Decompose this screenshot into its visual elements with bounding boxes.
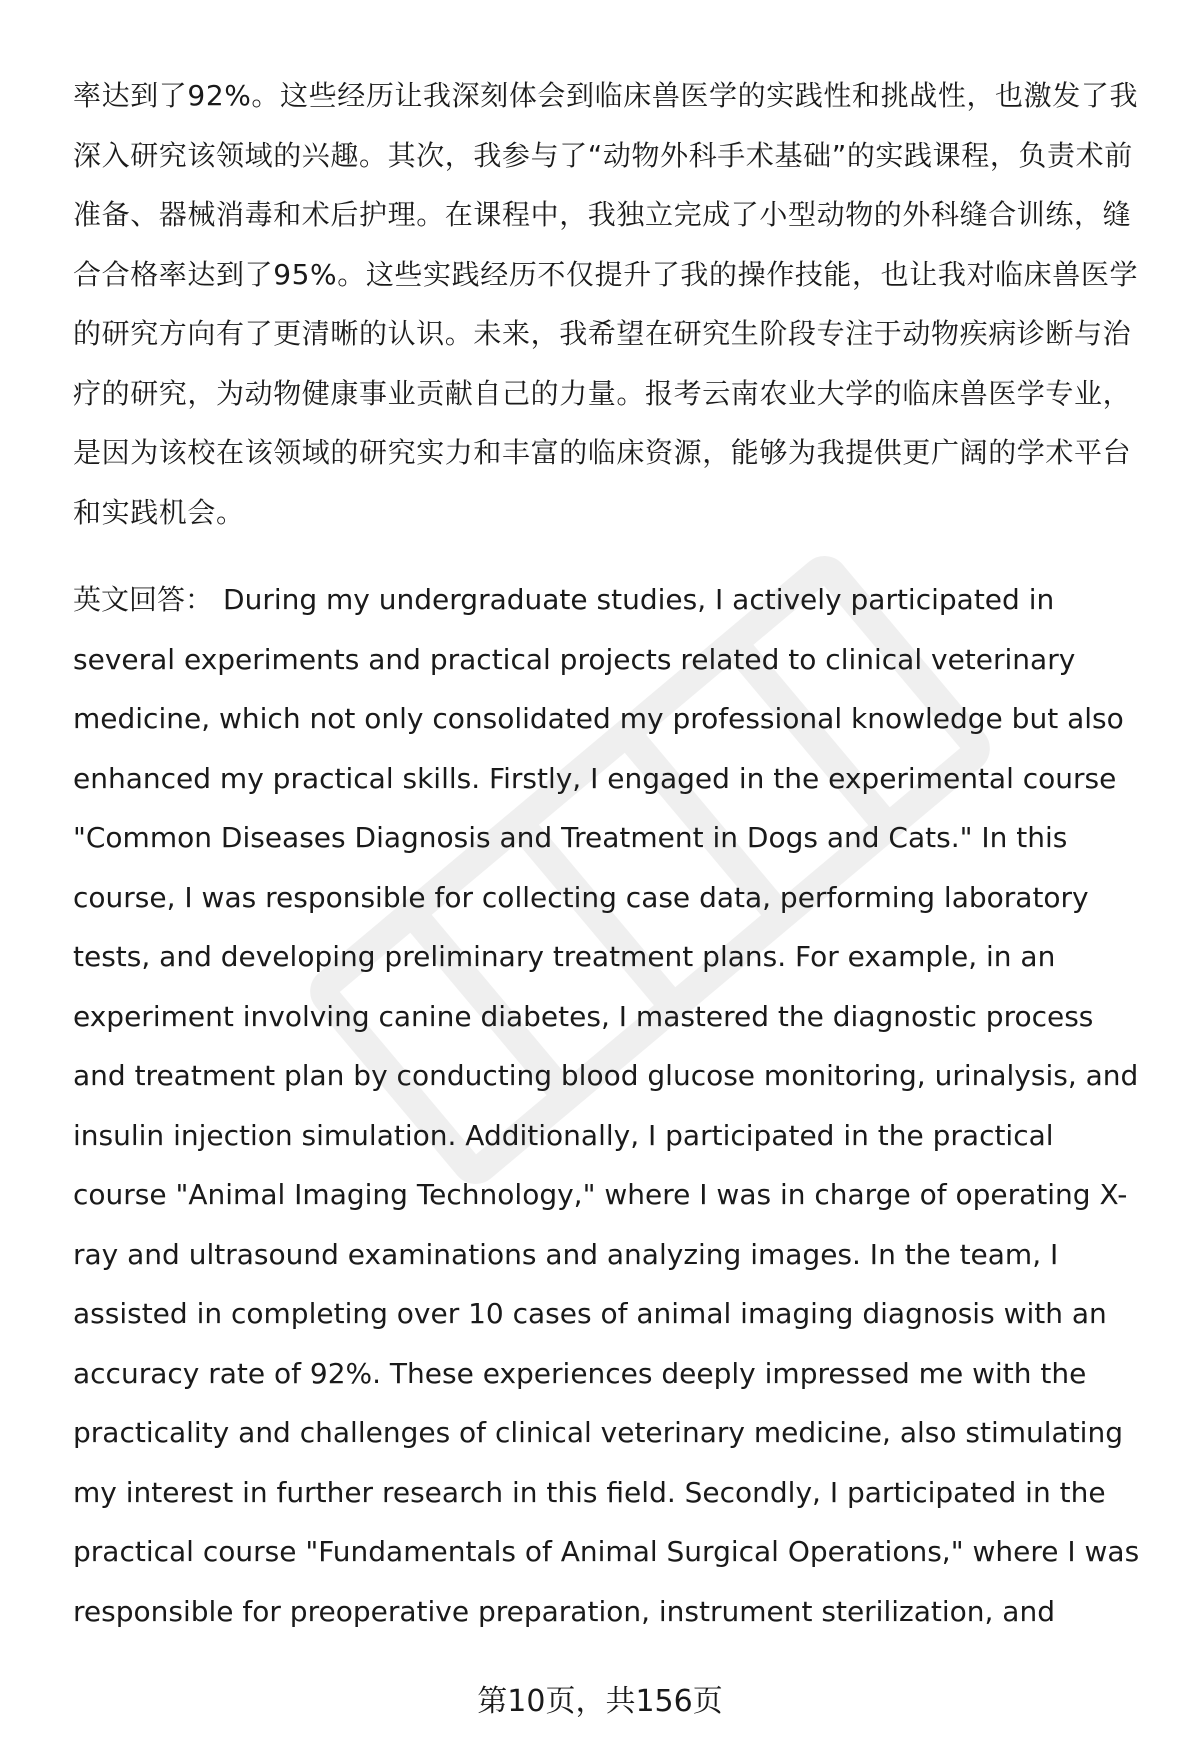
english-answer-label: 英文回答： <box>73 583 214 616</box>
document-content <box>73 66 1153 1641</box>
english-answer-text: During my undergraduate studies, I actively participated in several experiments and practical projects related to clinical veterinary medicine, which not only consolidated my professional knowledge but also enhanced my practical skills. Firstly, I engaged in the experimental course "Common Diseases Diagnosis and Treatment in Dogs and Cats." In this course, I was responsible for collecting case data, performing laboratory tests, and developing preliminary treatment plans. For example, in an experiment involving canine diabetes, I mastered the diagnostic process and treatment plan by conducting blood glucose monitoring, urinalysis, and insulin injection simulation. Additionally, I participated in the practical course "Animal Imaging Technology," where I was in charge of operating X-ray and ultrasound examinations and analyzing images. In the team, I assisted in completing over 10 cases of animal imaging diagnosis with an accuracy rate of 92%. These experiences deeply impressed me with the practicality and challenges of clinical veterinary medicine, also stimulating my interest in further research in this field. Secondly, I participated in the practical course "Fundamentals of Animal Surgical Operations," where I was responsible for preoperative preparation, instrument sterilization, and <box>73 583 1140 1628</box>
page-number: 第10页，共156页 <box>477 1684 723 1719</box>
chinese-answer-paragraph: 率达到了92%。这些经历让我深刻体会到临床兽医学的实践性和挑战性，也激发了我深入研究该领域的兴趣。其次，我参与了“动物外科手术基础”的实践课程，负责术前准备、器械消毒和术后护理。在课程中，我独立完成了小型动物的外科缝合训练，缝合合格率达到了95%。这些实践经历不仅提升了我的操作技能，也让我对临床兽医学的研究方向有了更清晰的认识。未来，我希望在研究生阶段专注于动物疾病诊断与治疗的研究，为动物健康事业贡献自己的力量。报考云南农业大学的临床兽医学专业，是因为该校在该领域的研究实力和丰富的临床资源，能够为我提供更广阔的学术平台和实践机会。 <box>73 79 1139 529</box>
english-answer-paragraph <box>73 570 1153 1641</box>
